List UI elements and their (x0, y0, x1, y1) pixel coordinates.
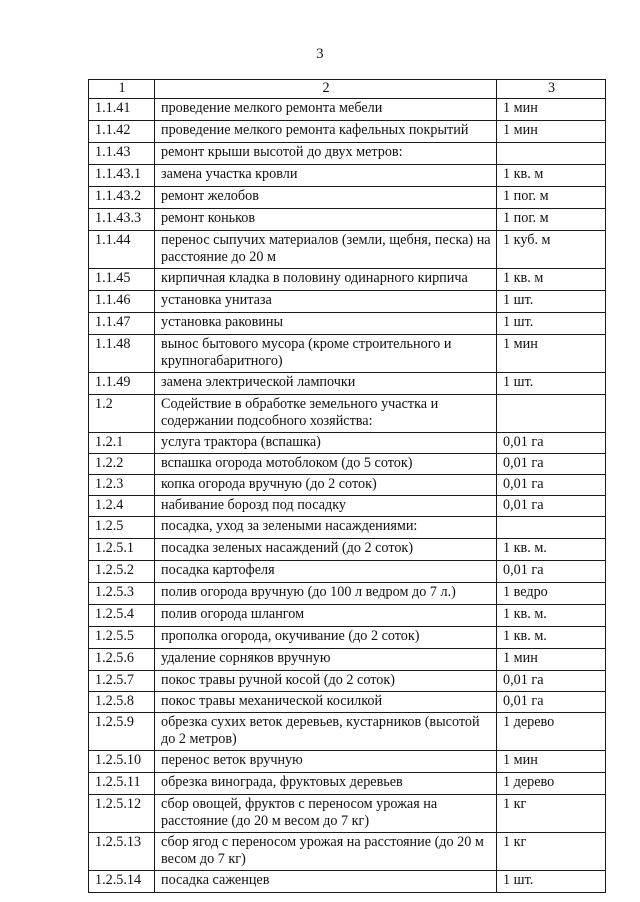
row-number-cell: 1.1.42 (89, 121, 155, 143)
row-unit-cell: 1 кг (497, 795, 606, 833)
row-unit-cell: 1 ведро (497, 583, 606, 605)
row-description-cell: сбор ягод с переносом урожая на расстояние (до 20 м весом до 7 кг) (155, 833, 497, 871)
row-unit-cell: 1 кв. м (497, 165, 606, 187)
row-unit-cell: 1 кв. м (497, 269, 606, 291)
row-unit-cell: 0,01 га (497, 692, 606, 713)
table-row (89, 871, 606, 893)
row-number-cell: 1.2 (89, 395, 155, 433)
row-unit-cell: 1 мин (497, 335, 606, 373)
row-unit-cell (497, 395, 606, 433)
row-unit-cell (497, 517, 606, 539)
row-unit-cell: 1 шт. (497, 871, 606, 893)
row-unit-cell: 1 мин (497, 121, 606, 143)
row-description-cell: установка унитаза (155, 291, 497, 313)
row-unit-cell: 0,01 га (497, 454, 606, 475)
column-header-unit: 3 (497, 80, 606, 99)
row-description-cell: набивание борозд под посадку (155, 496, 497, 517)
table-row (89, 291, 606, 313)
row-number-cell: 1.2.5.5 (89, 627, 155, 649)
table-header-row (89, 80, 606, 99)
row-number-cell: 1.2.5.9 (89, 713, 155, 751)
row-description-cell: удаление сорняков вручную (155, 649, 497, 671)
column-header-number: 1 (89, 80, 155, 99)
row-number-cell: 1.2.3 (89, 475, 155, 496)
row-number-cell: 1.2.5.8 (89, 692, 155, 713)
row-number-cell: 1.2.5.12 (89, 795, 155, 833)
row-number-cell: 1.1.43 (89, 143, 155, 165)
row-number-cell: 1.1.43.2 (89, 187, 155, 209)
table-row (89, 395, 606, 433)
row-description-cell: посадка саженцев (155, 871, 497, 893)
table-row (89, 143, 606, 165)
table-row (89, 583, 606, 605)
column-header-description: 2 (155, 80, 497, 99)
row-unit-cell: 1 шт. (497, 291, 606, 313)
row-number-cell: 1.1.48 (89, 335, 155, 373)
row-number-cell: 1.1.49 (89, 373, 155, 395)
table-row (89, 773, 606, 795)
table-row (89, 165, 606, 187)
row-number-cell: 1.2.5.10 (89, 751, 155, 773)
row-description-cell: посадка, уход за зелеными насаждениями: (155, 517, 497, 539)
table-row (89, 335, 606, 373)
table-row (89, 373, 606, 395)
table-row (89, 539, 606, 561)
row-description-cell: замена электрической лампочки (155, 373, 497, 395)
row-description-cell: вспашка огорода мотоблоком (до 5 соток) (155, 454, 497, 475)
row-description-cell: замена участка кровли (155, 165, 497, 187)
table-row (89, 496, 606, 517)
row-unit-cell: 1 шт. (497, 313, 606, 335)
row-unit-cell: 1 кг (497, 833, 606, 871)
row-unit-cell: 0,01 га (497, 475, 606, 496)
row-number-cell: 1.2.5.13 (89, 833, 155, 871)
row-unit-cell: 0,01 га (497, 496, 606, 517)
row-description-cell: обрезка винограда, фруктовых деревьев (155, 773, 497, 795)
table-row (89, 649, 606, 671)
row-number-cell: 1.2.5.4 (89, 605, 155, 627)
table-row (89, 269, 606, 291)
row-unit-cell: 1 шт. (497, 373, 606, 395)
row-number-cell: 1.2.5 (89, 517, 155, 539)
table-row (89, 313, 606, 335)
row-number-cell: 1.2.5.2 (89, 561, 155, 583)
row-number-cell: 1.1.43.1 (89, 165, 155, 187)
table-body (89, 99, 606, 893)
row-unit-cell: 1 кв. м. (497, 627, 606, 649)
row-number-cell: 1.2.5.3 (89, 583, 155, 605)
row-description-cell: обрезка сухих веток деревьев, кустарников (высотой до 2 метров) (155, 713, 497, 751)
table-row (89, 209, 606, 231)
row-description-cell: перенос сыпучих материалов (земли, щебня, песка) на расстояние до 20 м (155, 231, 497, 269)
table-row (89, 475, 606, 496)
table-row (89, 561, 606, 583)
row-description-cell: ремонт крыши высотой до двух метров: (155, 143, 497, 165)
row-unit-cell: 1 кв. м. (497, 539, 606, 561)
row-description-cell: ремонт желобов (155, 187, 497, 209)
row-unit-cell: 1 пог. м (497, 209, 606, 231)
row-number-cell: 1.1.47 (89, 313, 155, 335)
row-number-cell: 1.2.2 (89, 454, 155, 475)
table-row (89, 517, 606, 539)
row-description-cell: прополка огорода, окучивание (до 2 соток) (155, 627, 497, 649)
row-unit-cell: 1 дерево (497, 713, 606, 751)
row-number-cell: 1.2.5.11 (89, 773, 155, 795)
table-row (89, 605, 606, 627)
row-description-cell: проведение мелкого ремонта кафельных покрытий (155, 121, 497, 143)
row-number-cell: 1.2.5.6 (89, 649, 155, 671)
row-number-cell: 1.2.1 (89, 433, 155, 454)
table-row (89, 187, 606, 209)
table-row (89, 99, 606, 121)
row-description-cell: вынос бытового мусора (кроме строительного и крупногабаритного) (155, 335, 497, 373)
row-number-cell: 1.2.5.7 (89, 671, 155, 692)
row-unit-cell: 1 мин (497, 751, 606, 773)
row-description-cell: проведение мелкого ремонта мебели (155, 99, 497, 121)
row-unit-cell: 1 куб. м (497, 231, 606, 269)
table-row (89, 751, 606, 773)
row-unit-cell: 0,01 га (497, 433, 606, 454)
row-description-cell: ремонт коньков (155, 209, 497, 231)
row-description-cell: установка раковины (155, 313, 497, 335)
row-description-cell: посадка зеленых насаждений (до 2 соток) (155, 539, 497, 561)
row-number-cell: 1.2.4 (89, 496, 155, 517)
row-number-cell: 1.2.5.1 (89, 539, 155, 561)
row-unit-cell: 1 пог. м (497, 187, 606, 209)
table-row (89, 121, 606, 143)
row-number-cell: 1.2.5.14 (89, 871, 155, 893)
row-unit-cell: 1 мин (497, 649, 606, 671)
row-unit-cell: 1 дерево (497, 773, 606, 795)
row-number-cell: 1.1.46 (89, 291, 155, 313)
row-unit-cell: 0,01 га (497, 671, 606, 692)
table-row (89, 454, 606, 475)
row-description-cell: полив огорода шлангом (155, 605, 497, 627)
row-description-cell: Содействие в обработке земельного участка и содержании подсобного хозяйства: (155, 395, 497, 433)
table-row (89, 795, 606, 833)
row-description-cell: копка огорода вручную (до 2 соток) (155, 475, 497, 496)
row-description-cell: перенос веток вручную (155, 751, 497, 773)
table-row (89, 627, 606, 649)
row-number-cell: 1.1.44 (89, 231, 155, 269)
row-description-cell: услуга трактора (вспашка) (155, 433, 497, 454)
row-unit-cell: 0,01 га (497, 561, 606, 583)
row-number-cell: 1.1.43.3 (89, 209, 155, 231)
row-description-cell: посадка картофеля (155, 561, 497, 583)
table-row (89, 433, 606, 454)
row-unit-cell: 1 мин (497, 99, 606, 121)
row-unit-cell (497, 143, 606, 165)
table-row (89, 671, 606, 692)
row-unit-cell: 1 кв. м. (497, 605, 606, 627)
row-number-cell: 1.1.41 (89, 99, 155, 121)
row-number-cell: 1.1.45 (89, 269, 155, 291)
table-row (89, 713, 606, 751)
table-row (89, 833, 606, 871)
row-description-cell: покос травы механической косилкой (155, 692, 497, 713)
row-description-cell: покос травы ручной косой (до 2 соток) (155, 671, 497, 692)
row-description-cell: полив огорода вручную (до 100 л ведром до 7 л.) (155, 583, 497, 605)
services-table (88, 79, 606, 893)
table-row (89, 692, 606, 713)
row-description-cell: сбор овощей, фруктов с переносом урожая на расстояние (до 20 м весом до 7 кг) (155, 795, 497, 833)
page-number: 3 (316, 46, 324, 62)
row-description-cell: кирпичная кладка в половину одинарного кирпича (155, 269, 497, 291)
table-row (89, 231, 606, 269)
